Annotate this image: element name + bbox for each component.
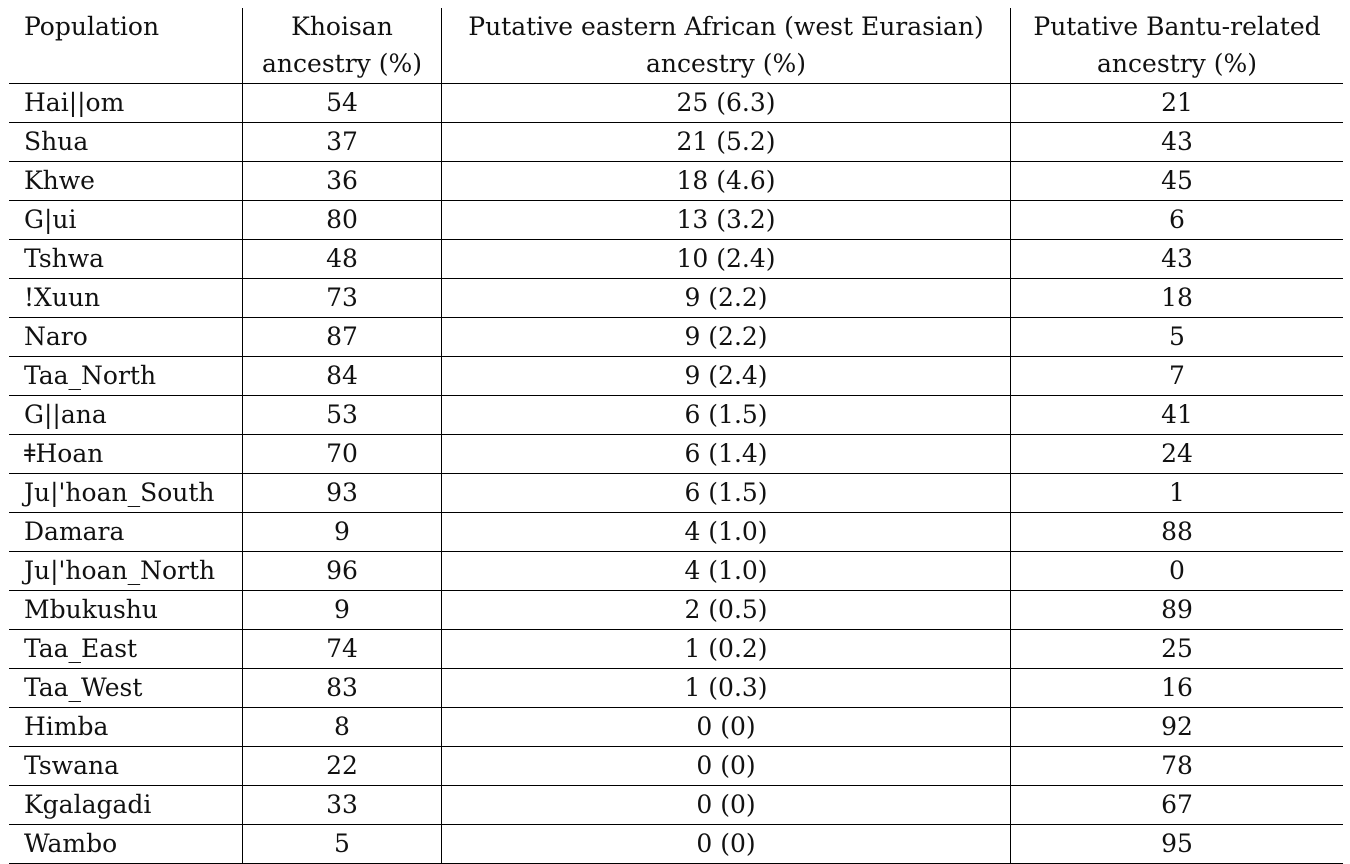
header-bantu-line-1: Putative Bantu-related (1033, 12, 1321, 41)
cell-eastern-african: 10 (2.4) (442, 240, 1011, 279)
header-eastern-african-line-1: Putative eastern African (west Eurasian) (468, 12, 984, 41)
cell-eastern-african: 2 (0.5) (442, 591, 1011, 630)
header-row (9, 8, 1343, 84)
cell-population: G||ana (9, 396, 243, 435)
table-row (9, 552, 1343, 591)
table-row (9, 747, 1343, 786)
table-row (9, 396, 1343, 435)
table-header (9, 8, 1343, 84)
cell-khoisan: 5 (243, 825, 442, 864)
cell-khoisan: 73 (243, 279, 442, 318)
cell-bantu: 41 (1011, 396, 1344, 435)
cell-population: Taa_East (9, 630, 243, 669)
cell-population: Taa_West (9, 669, 243, 708)
table-row (9, 708, 1343, 747)
cell-bantu: 78 (1011, 747, 1344, 786)
header-bantu-line-2: ancestry (%) (1097, 49, 1257, 78)
cell-khoisan: 48 (243, 240, 442, 279)
cell-population: Shua (9, 123, 243, 162)
cell-khoisan: 70 (243, 435, 442, 474)
cell-khoisan: 74 (243, 630, 442, 669)
table-row (9, 825, 1343, 864)
cell-bantu: 16 (1011, 669, 1344, 708)
table-row (9, 357, 1343, 396)
cell-khoisan: 96 (243, 552, 442, 591)
cell-bantu: 88 (1011, 513, 1344, 552)
cell-khoisan: 54 (243, 84, 442, 123)
cell-bantu: 67 (1011, 786, 1344, 825)
cell-eastern-african: 9 (2.2) (442, 279, 1011, 318)
cell-khoisan: 83 (243, 669, 442, 708)
table-row (9, 786, 1343, 825)
cell-khoisan: 33 (243, 786, 442, 825)
cell-bantu: 43 (1011, 240, 1344, 279)
ancestry-table (9, 8, 1343, 864)
cell-population: Ju|'hoan_North (9, 552, 243, 591)
cell-population: Himba (9, 708, 243, 747)
cell-population: Wambo (9, 825, 243, 864)
header-khoisan-line-2: ancestry (%) (262, 49, 422, 78)
cell-population: Naro (9, 318, 243, 357)
cell-eastern-african: 1 (0.2) (442, 630, 1011, 669)
table-row (9, 630, 1343, 669)
cell-bantu: 45 (1011, 162, 1344, 201)
cell-eastern-african: 0 (0) (442, 825, 1011, 864)
cell-eastern-african: 9 (2.2) (442, 318, 1011, 357)
header-bantu (1011, 8, 1344, 84)
cell-khoisan: 93 (243, 474, 442, 513)
cell-eastern-african: 25 (6.3) (442, 84, 1011, 123)
header-khoisan-line-1: Khoisan (291, 12, 393, 41)
header-population-label: Population (24, 12, 160, 41)
header-eastern-african (442, 8, 1011, 84)
cell-eastern-african: 0 (0) (442, 747, 1011, 786)
table-row (9, 591, 1343, 630)
cell-bantu: 7 (1011, 357, 1344, 396)
cell-eastern-african: 6 (1.4) (442, 435, 1011, 474)
cell-khoisan: 80 (243, 201, 442, 240)
cell-bantu: 89 (1011, 591, 1344, 630)
cell-khoisan: 37 (243, 123, 442, 162)
cell-bantu: 24 (1011, 435, 1344, 474)
cell-eastern-african: 9 (2.4) (442, 357, 1011, 396)
cell-population: G|ui (9, 201, 243, 240)
table-row (9, 162, 1343, 201)
cell-eastern-african: 4 (1.0) (442, 552, 1011, 591)
cell-eastern-african: 6 (1.5) (442, 474, 1011, 513)
cell-bantu: 1 (1011, 474, 1344, 513)
cell-bantu: 21 (1011, 84, 1344, 123)
cell-khoisan: 36 (243, 162, 442, 201)
cell-khoisan: 8 (243, 708, 442, 747)
cell-population: Tshwa (9, 240, 243, 279)
header-eastern-african-line-2: ancestry (%) (646, 49, 806, 78)
table-row (9, 513, 1343, 552)
cell-eastern-african: 18 (4.6) (442, 162, 1011, 201)
table-row (9, 84, 1343, 123)
cell-population: Khwe (9, 162, 243, 201)
table-row (9, 474, 1343, 513)
cell-eastern-african: 13 (3.2) (442, 201, 1011, 240)
cell-bantu: 92 (1011, 708, 1344, 747)
table-body (9, 84, 1343, 864)
cell-population: Ju|'hoan_South (9, 474, 243, 513)
cell-eastern-african: 4 (1.0) (442, 513, 1011, 552)
cell-bantu: 25 (1011, 630, 1344, 669)
cell-khoisan: 53 (243, 396, 442, 435)
table-row (9, 435, 1343, 474)
table-row (9, 669, 1343, 708)
cell-population: Damara (9, 513, 243, 552)
table-row (9, 240, 1343, 279)
cell-eastern-african: 6 (1.5) (442, 396, 1011, 435)
cell-population: Taa_North (9, 357, 243, 396)
cell-bantu: 6 (1011, 201, 1344, 240)
cell-population: ǂHoan (9, 435, 243, 474)
cell-population: Mbukushu (9, 591, 243, 630)
cell-bantu: 0 (1011, 552, 1344, 591)
cell-eastern-african: 0 (0) (442, 786, 1011, 825)
cell-eastern-african: 0 (0) (442, 708, 1011, 747)
cell-bantu: 5 (1011, 318, 1344, 357)
table-row (9, 201, 1343, 240)
table-row (9, 123, 1343, 162)
cell-bantu: 18 (1011, 279, 1344, 318)
cell-bantu: 95 (1011, 825, 1344, 864)
cell-population: Kgalagadi (9, 786, 243, 825)
cell-khoisan: 9 (243, 591, 442, 630)
table-row (9, 279, 1343, 318)
header-population (9, 8, 243, 84)
cell-eastern-african: 21 (5.2) (442, 123, 1011, 162)
cell-population: Tswana (9, 747, 243, 786)
cell-bantu: 43 (1011, 123, 1344, 162)
cell-eastern-african: 1 (0.3) (442, 669, 1011, 708)
cell-khoisan: 87 (243, 318, 442, 357)
header-khoisan (243, 8, 442, 84)
cell-khoisan: 84 (243, 357, 442, 396)
cell-khoisan: 22 (243, 747, 442, 786)
cell-population: !Xuun (9, 279, 243, 318)
cell-population: Hai||om (9, 84, 243, 123)
table-row (9, 318, 1343, 357)
cell-khoisan: 9 (243, 513, 442, 552)
